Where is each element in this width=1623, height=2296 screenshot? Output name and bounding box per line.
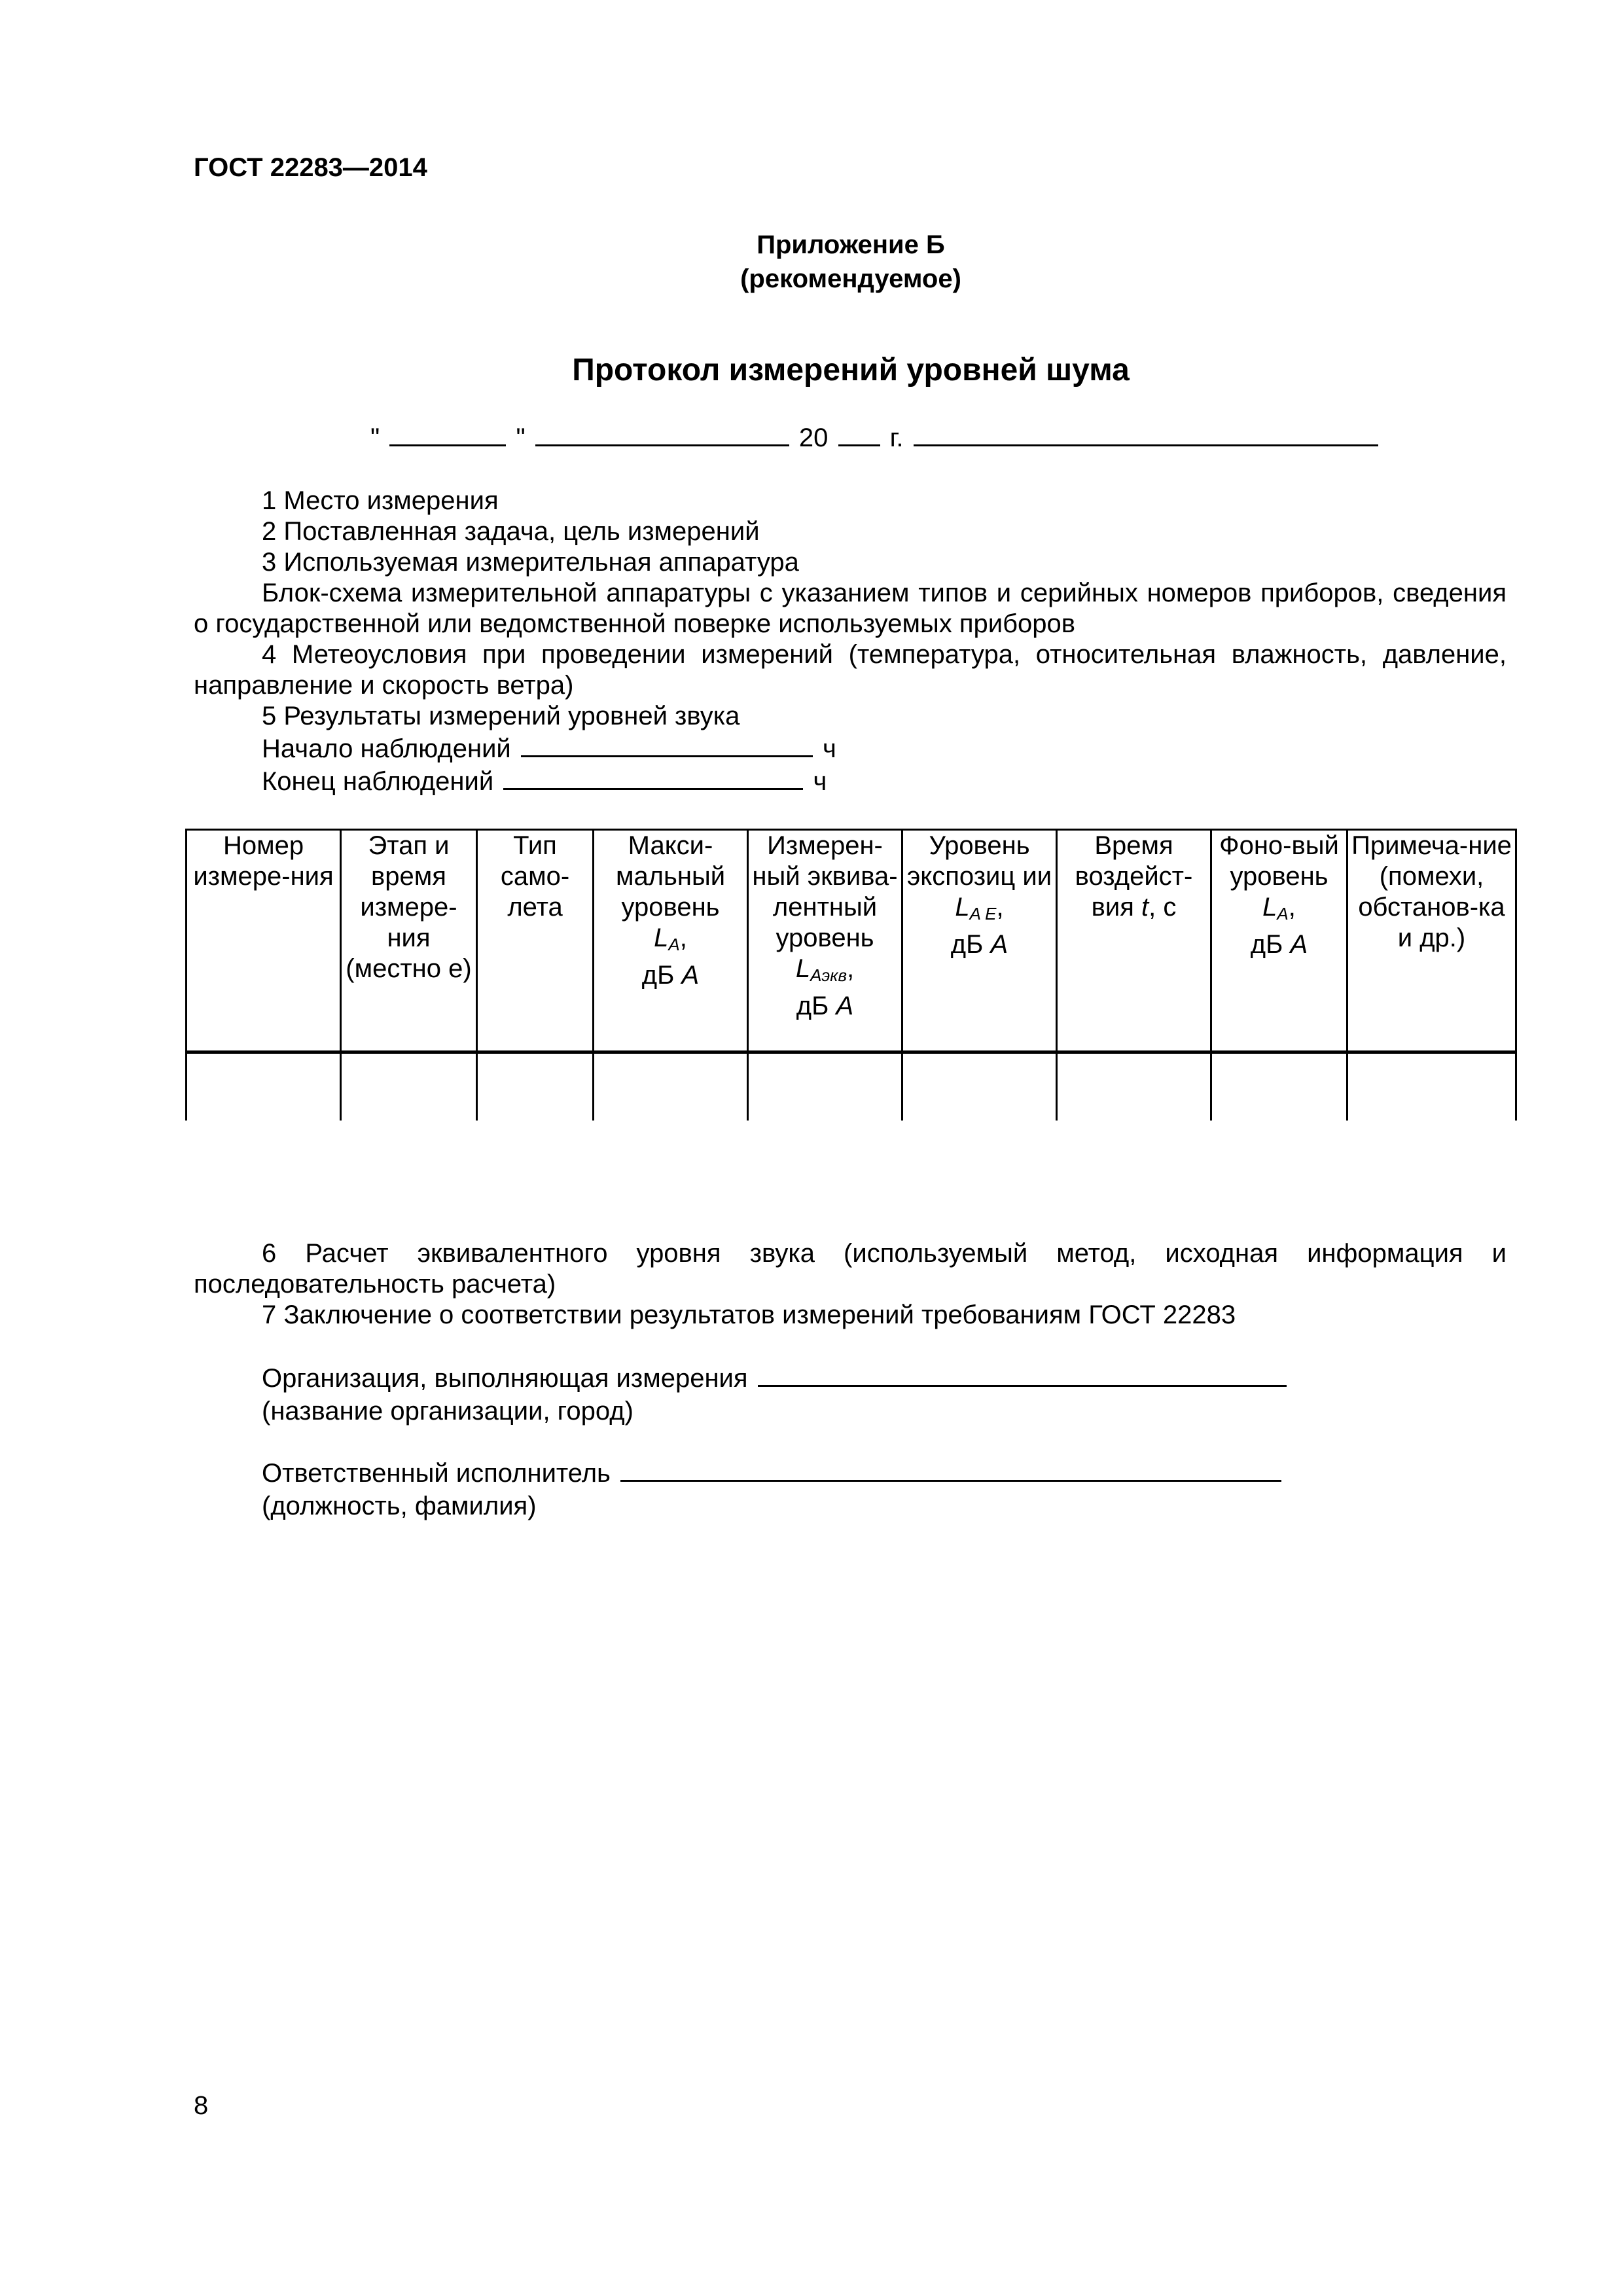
observation-end (194, 764, 1507, 797)
responsible-block (262, 1456, 1284, 1522)
table-cell[interactable] (1057, 1052, 1211, 1121)
end-unit: ч (813, 767, 827, 796)
day-field[interactable] (389, 421, 506, 446)
organization-label: Организация, выполняющая измерения (262, 1364, 748, 1393)
organization-block (262, 1361, 1289, 1427)
organization-line (262, 1361, 1289, 1395)
item-equipment: 3 Используемая измерительная аппаратура (262, 548, 799, 577)
appendix-heading (0, 228, 1623, 296)
table-cell[interactable] (902, 1052, 1057, 1121)
item-location: 1 Место измерения (262, 486, 499, 515)
responsible-hint: (должность, фамилия) (262, 1492, 537, 1520)
end-time-field[interactable] (503, 764, 803, 790)
table-header-row (187, 830, 1516, 1052)
century-label: 20 (798, 423, 829, 452)
item-equipment-detail: Блок-схема измерительной аппаратуры с указанием типов и серийных номеров приборов, сведения о государственной или ведомственной поверке используемых приборов (194, 579, 1507, 638)
responsible-line (262, 1456, 1284, 1490)
table-cell[interactable] (594, 1052, 748, 1121)
item-weather: 4 Метеоусловия при проведении измерений (температура, относительная влажность, давление, направление и скорость ветра) (194, 640, 1507, 700)
col-max-level: Макси-мальный уровень $L_A$, дБ A (594, 830, 748, 1052)
quote-close: " (516, 423, 526, 452)
appendix-title: Приложение Б (757, 230, 945, 259)
appendix-note: (рекомендуемое) (740, 264, 961, 293)
year-field[interactable] (838, 421, 880, 446)
table-row (187, 1052, 1516, 1121)
col-exposure-time: Время воздейст-вия t, с (1057, 830, 1211, 1052)
start-unit: ч (823, 734, 836, 763)
standard-code: ГОСТ 22283—2014 (194, 153, 427, 182)
item-conclusion: 7 Заключение о соответствии результатов измерений требованиям ГОСТ 22283 (262, 1300, 1236, 1329)
protocol-items-continued (194, 1238, 1507, 1331)
table-cell[interactable] (187, 1052, 341, 1121)
col-equivalent-level: Измерен-ный эквива-лентный уровень $L_{Aэкв}$, дБ A (748, 830, 902, 1052)
results-table (185, 829, 1517, 1121)
page-number: 8 (194, 2091, 209, 2120)
col-stage-time: Этап и время измере-ния (местно е) (341, 830, 477, 1052)
col-notes: Примеча-ние (помехи, обстанов-ка и др.) (1347, 830, 1516, 1052)
responsible-field[interactable] (620, 1456, 1281, 1482)
col-aircraft-type: Тип само-лета (477, 830, 594, 1052)
col-measurement-number: Номер измере-ния (187, 830, 341, 1052)
date-line (370, 421, 1381, 453)
table-cell[interactable] (1347, 1052, 1516, 1121)
organization-hint: (название организации, город) (262, 1397, 633, 1426)
item-results: 5 Результаты измерений уровней звука (262, 702, 740, 730)
item-task: 2 Поставленная задача, цель измерений (262, 517, 760, 546)
item-calculation: 6 Расчет эквивалентного уровня звука (используемый метод, исходная информация и последовательность расчета) (194, 1239, 1507, 1299)
start-time-field[interactable] (521, 732, 813, 757)
start-label: Начало наблюдений (262, 734, 511, 763)
place-field[interactable] (914, 421, 1378, 446)
document-title: Протокол измерений уровней шума (572, 353, 1130, 387)
table-cell[interactable] (477, 1052, 594, 1121)
month-field[interactable] (535, 421, 789, 446)
year-suffix: г. (889, 423, 904, 452)
quote-open: " (370, 423, 380, 452)
table-cell[interactable] (748, 1052, 902, 1121)
protocol-items (194, 486, 1507, 797)
table-cell[interactable] (1211, 1052, 1347, 1121)
observation-start (194, 732, 1507, 764)
col-exposure-level: Уровень экспозиц ии $L_{A E}$, дБ A (902, 830, 1057, 1052)
organization-field[interactable] (758, 1361, 1287, 1387)
table-cell[interactable] (341, 1052, 477, 1121)
responsible-label: Ответственный исполнитель (262, 1459, 611, 1488)
col-background-level: Фоно-вый уровень $L_A$, дБ A (1211, 830, 1347, 1052)
end-label: Конец наблюдений (262, 767, 494, 796)
